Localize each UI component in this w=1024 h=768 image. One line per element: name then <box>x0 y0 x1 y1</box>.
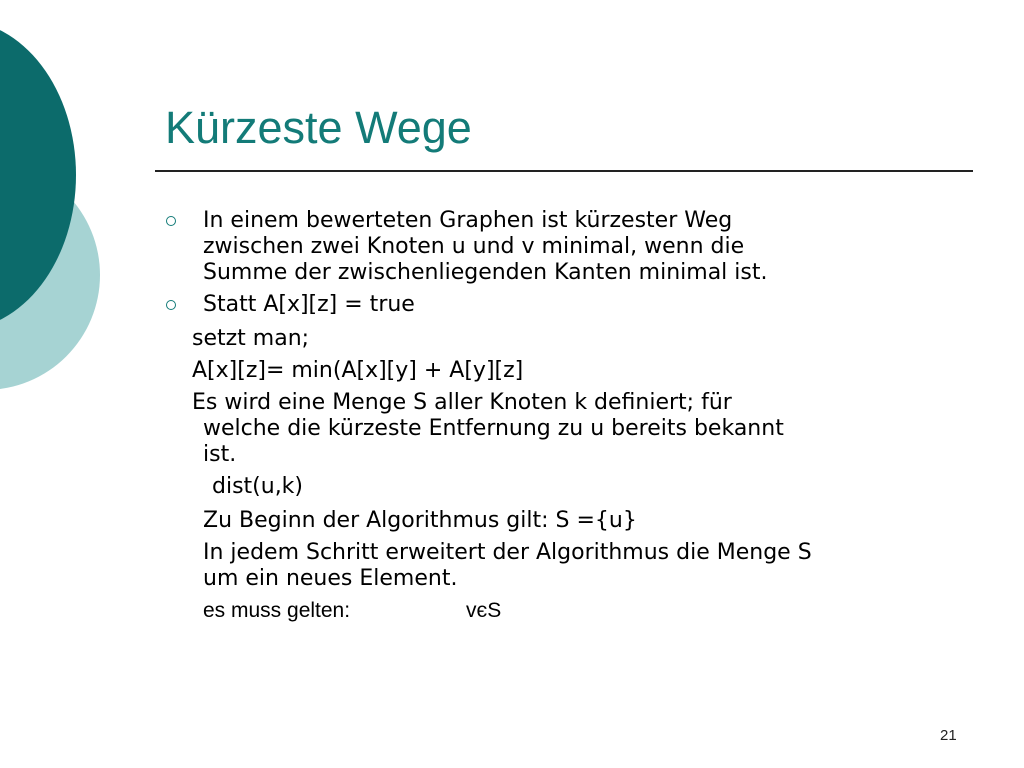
body-line-menge-3: ist. <box>203 442 237 467</box>
page-number: 21 <box>940 727 957 744</box>
bullet-2-line-1: Statt A[x][z] = true <box>203 292 415 317</box>
body-line-schritt-1: In jedem Schritt erweitert der Algorithmus die Menge S <box>203 540 812 565</box>
body-line-dist: dist(u,k) <box>212 474 304 499</box>
body-line-menge-2: welche die kürzeste Entfernung zu u bereits bekannt <box>203 416 784 441</box>
condition-expression: vєS <box>466 599 502 622</box>
body-line-setzt: setzt man; <box>192 326 310 351</box>
title-divider <box>155 170 973 172</box>
body-line-formula: A[x][z]= min(A[x][y] + A[y][z] <box>192 358 524 383</box>
bullet-circle-icon <box>166 300 176 310</box>
body-line-menge-1: Es wird eine Menge S aller Knoten k definiert; für <box>192 390 732 415</box>
body-line-schritt-2: um ein neues Element. <box>203 566 458 591</box>
bullet-1-line-2: zwischen zwei Knoten u und v minimal, wenn die <box>203 234 745 259</box>
bullet-circle-icon <box>166 216 176 226</box>
bullet-1-line-1: In einem bewerteten Graphen ist kürzester Weg <box>203 208 733 233</box>
condition-label: es muss gelten: <box>203 599 351 622</box>
bullet-1-line-3: Summe der zwischenliegenden Kanten minimal ist. <box>203 260 768 285</box>
slide-title: Kürzeste Wege <box>165 102 472 153</box>
body-line-beginn: Zu Beginn der Algorithmus gilt: S ={u} <box>203 508 637 533</box>
